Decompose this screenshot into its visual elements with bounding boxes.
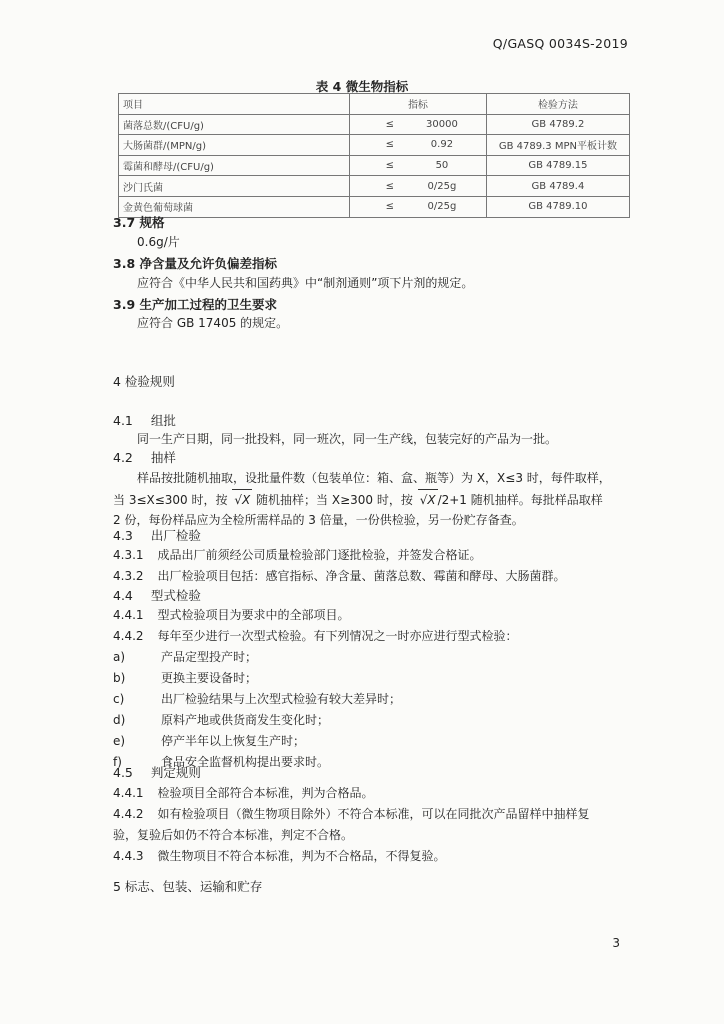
list-marker: f) bbox=[113, 755, 122, 769]
section-number: 4.4 bbox=[113, 588, 133, 603]
section-title: 组批 bbox=[150, 413, 176, 428]
sampling-line-3: 2 份，每份样品应为全检所需样品的 3 倍量，一份供检验，另一份贮存备查。 bbox=[113, 513, 524, 527]
section-3-9-text: 应符合 GB 17405 的规定。 bbox=[137, 316, 289, 330]
section-number: 4.3 bbox=[113, 528, 133, 543]
section-3-9-heading: 3.9 生产加工过程的卫生要求 bbox=[113, 297, 277, 312]
section-title: 判定规则 bbox=[150, 765, 201, 780]
row-op: ≤ bbox=[350, 135, 399, 156]
header-item: 项目 bbox=[119, 94, 350, 115]
clause-4-3-1 bbox=[113, 545, 482, 567]
list-marker: c) bbox=[113, 692, 125, 706]
list-marker: a) bbox=[113, 650, 126, 664]
table-caption: 表 4 微生物指标 bbox=[315, 79, 409, 94]
list-item-text: 更换主要设备时； bbox=[161, 671, 258, 685]
section-3-7-heading: 3.7 规格 bbox=[113, 215, 165, 230]
document-code: Q/GASQ 0034S-2019 bbox=[492, 36, 628, 51]
clause-text: 每年至少进行一次型式检验。有下列情况之一时亦应进行型式检验： bbox=[157, 629, 518, 643]
header-method: 检验方法 bbox=[486, 94, 629, 115]
row-item: 霉菌和酵母/(CFU/g) bbox=[119, 155, 350, 176]
row-op: ≤ bbox=[350, 114, 399, 135]
table-row bbox=[119, 114, 630, 135]
sampling-text-c: /2+1 随机抽样。每批样品取样 bbox=[437, 493, 603, 507]
list-item-text: 出厂检验结果与上次型式检验有较大差异时； bbox=[161, 692, 402, 706]
clause-text: 微生物项目不符合本标准，判为不合格品，不得复验。 bbox=[157, 849, 446, 863]
header-limit: 指标 bbox=[350, 94, 487, 115]
clause-text: 如有检验项目（微生物项目除外）不符合本标准，可以在同批次产品留样中抽样复 bbox=[157, 807, 590, 821]
sampling-line-1: 样品按批随机抽取，设批量件数（包装单位：箱、盒、瓶等）为 X，X≤3 时，每件取样， bbox=[137, 471, 611, 485]
section-number: 4.1 bbox=[113, 413, 133, 428]
row-method: GB 4789.2 bbox=[486, 114, 629, 135]
section-title: 型式检验 bbox=[150, 588, 201, 603]
row-op: ≤ bbox=[350, 155, 399, 176]
section-number: 4.2 bbox=[113, 450, 133, 465]
clause-4-5-3 bbox=[113, 846, 446, 868]
section-4-3-heading bbox=[113, 525, 201, 547]
section-title: 抽样 bbox=[150, 450, 176, 465]
list-item bbox=[113, 668, 125, 690]
list-item-text: 产品定型投产时； bbox=[161, 650, 258, 664]
row-value: 0/25g bbox=[398, 196, 486, 217]
list-marker: b) bbox=[113, 671, 126, 685]
row-value: 0.92 bbox=[398, 135, 486, 156]
clause-4-4-2 bbox=[113, 626, 518, 648]
sqrt-variable: X bbox=[427, 493, 436, 507]
section-4-2-heading bbox=[113, 447, 176, 469]
clause-number: 4.4.3 bbox=[113, 849, 144, 863]
row-item: 沙门氏菌 bbox=[119, 176, 350, 197]
row-method: GB 4789.4 bbox=[486, 176, 629, 197]
section-3-8-heading: 3.8 净含量及允许负偏差指标 bbox=[113, 256, 277, 271]
clause-4-4-1 bbox=[113, 605, 350, 627]
clause-number: 4.3.2 bbox=[113, 569, 144, 583]
table-row bbox=[119, 135, 630, 156]
section-number: 4.5 bbox=[113, 765, 133, 780]
clause-text: 出厂检验项目包括：感官指标、净含量、菌落总数、霉菌和酵母、大肠菌群。 bbox=[157, 569, 566, 583]
list-item bbox=[113, 731, 125, 753]
clause-text: 型式检验项目为要求中的全部项目。 bbox=[157, 608, 350, 622]
table-header-row bbox=[119, 94, 630, 115]
sampling-text-b: 随机抽样；当 X≥300 时，按 bbox=[256, 493, 413, 507]
microbiology-table bbox=[118, 93, 630, 218]
row-method: GB 4789.3 MPN平板计数 bbox=[486, 135, 629, 156]
clause-text: 检验项目全部符合本标准，判为合格品。 bbox=[157, 786, 374, 800]
list-item bbox=[113, 710, 125, 732]
section-4-4-heading bbox=[113, 585, 201, 607]
section-3-8-text: 应符合《中华人民共和国药典》中“制剂通则”项下片剂的规定。 bbox=[137, 276, 474, 290]
section-5-heading: 5 标志、包装、运输和贮存 bbox=[113, 879, 263, 894]
list-item-text: 停产半年以上恢复生产时； bbox=[161, 734, 306, 748]
list-marker: e) bbox=[113, 734, 126, 748]
clause-number: 4.4.2 bbox=[113, 807, 144, 821]
clause-4-5-2-cont: 验，复验后如仍不符合本标准，判定不合格。 bbox=[113, 828, 354, 842]
sqrt-formula: √X bbox=[232, 489, 252, 512]
section-4-heading: 4 检验规则 bbox=[113, 374, 175, 389]
table-row bbox=[119, 155, 630, 176]
clause-number: 4.4.1 bbox=[113, 608, 144, 622]
section-title: 出厂检验 bbox=[150, 528, 201, 543]
list-item-text: 原料产地或供货商发生变化时； bbox=[161, 713, 330, 727]
table-row bbox=[119, 196, 630, 217]
table-row bbox=[119, 176, 630, 197]
list-item bbox=[113, 647, 125, 669]
sampling-text-a: 当 3≤X≤300 时，按 bbox=[113, 493, 228, 507]
row-item: 菌落总数/(CFU/g) bbox=[119, 114, 350, 135]
row-op: ≤ bbox=[350, 176, 399, 197]
row-value: 30000 bbox=[398, 114, 486, 135]
row-value: 0/25g bbox=[398, 176, 486, 197]
section-3-7-text: 0.6g/片 bbox=[137, 235, 180, 249]
list-item-text: 食品安全监督机构提出要求时。 bbox=[161, 755, 330, 769]
list-item bbox=[113, 689, 124, 711]
clause-4-5-2 bbox=[113, 804, 590, 826]
row-value: 50 bbox=[398, 155, 486, 176]
sampling-line-2 bbox=[113, 489, 603, 512]
section-4-5-heading bbox=[113, 762, 201, 784]
clause-number: 4.4.1 bbox=[113, 786, 144, 800]
clause-number: 4.3.1 bbox=[113, 548, 144, 562]
row-method: GB 4789.15 bbox=[486, 155, 629, 176]
row-method: GB 4789.10 bbox=[486, 196, 629, 217]
sqrt-formula: √X bbox=[418, 489, 438, 512]
list-marker: d) bbox=[113, 713, 126, 727]
clause-number: 4.4.2 bbox=[113, 629, 144, 643]
clause-text: 成品出厂前须经公司质量检验部门逐批检验，并签发合格证。 bbox=[157, 548, 482, 562]
page-number: 3 bbox=[612, 936, 620, 950]
row-op: ≤ bbox=[350, 196, 399, 217]
row-item: 金黄色葡萄球菌 bbox=[119, 196, 350, 217]
row-item: 大肠菌群/(MPN/g) bbox=[119, 135, 350, 156]
sqrt-variable: X bbox=[241, 493, 251, 507]
section-4-1-text: 同一生产日期，同一批投料，同一班次，同一生产线，包装完好的产品为一批。 bbox=[137, 432, 558, 446]
clause-4-5-1 bbox=[113, 783, 374, 805]
